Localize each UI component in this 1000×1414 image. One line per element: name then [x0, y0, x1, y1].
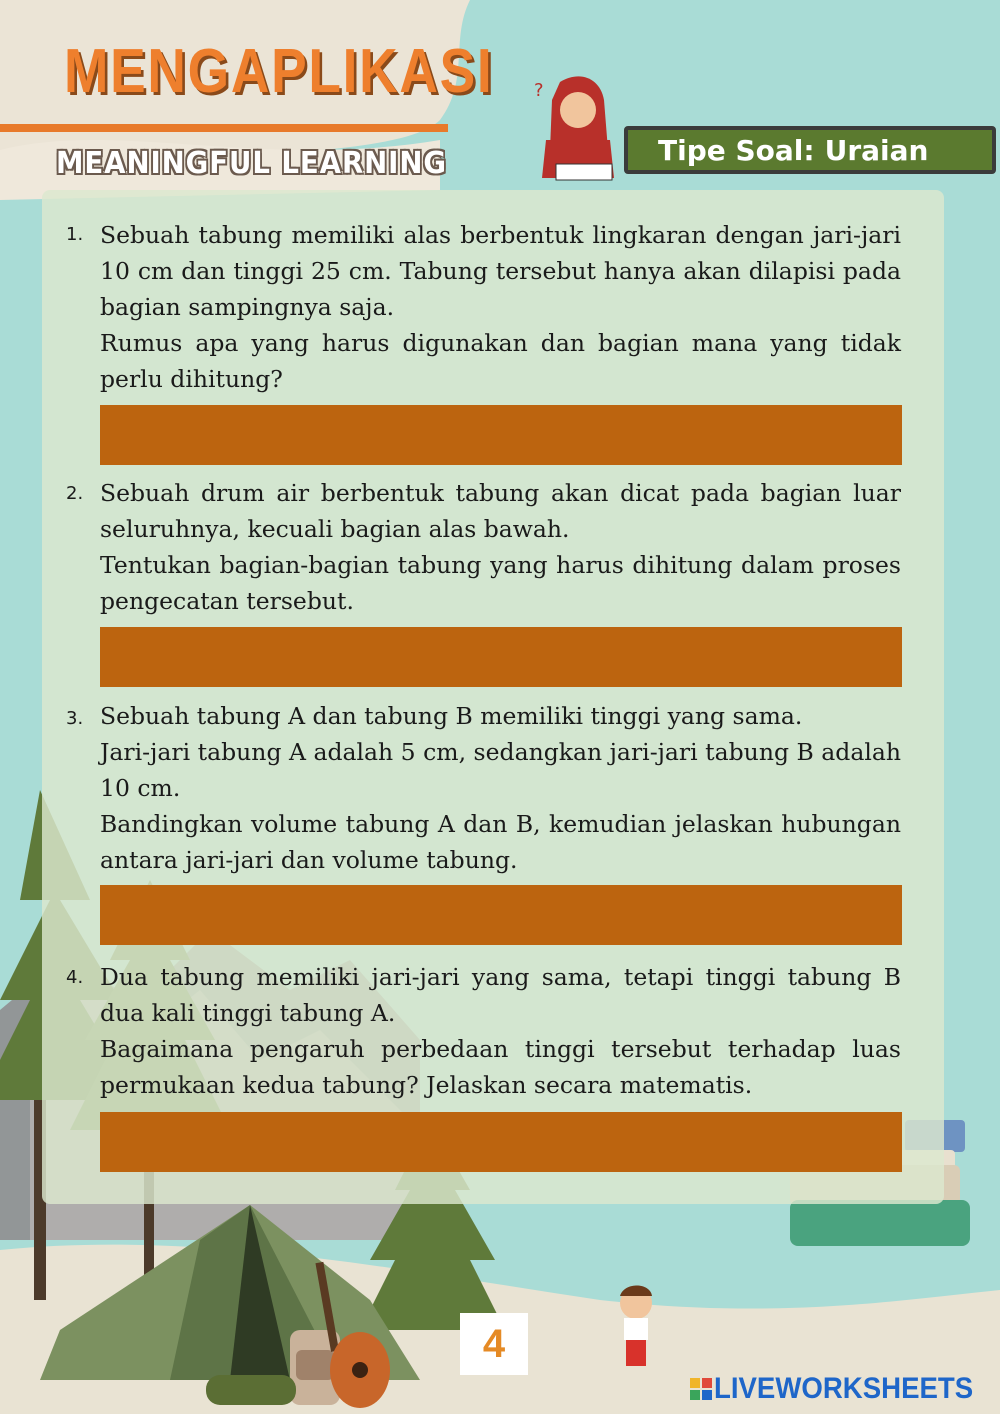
answer-input-2[interactable]: [100, 627, 902, 687]
answer-input-4[interactable]: [100, 1112, 902, 1172]
answer-input-1[interactable]: [100, 405, 902, 465]
question-2: [100, 475, 901, 619]
girl-thinking-illustration: [534, 76, 614, 180]
page-subtitle: MEANINGFUL LEARNING: [56, 146, 447, 181]
question-text: Sebuah drum air berbentuk tabung akan dicat pada bagian luar seluruhnya, kecuali bagian alas bawah.: [100, 479, 901, 543]
title-underline: [0, 124, 448, 132]
question-number: 3.: [66, 708, 84, 729]
answer-input-3[interactable]: [100, 885, 902, 945]
liveworksheets-logo-icon: [690, 1378, 712, 1400]
question-prompt: Rumus apa yang harus digunakan dan bagian mana yang tidak perlu dihitung?: [100, 329, 901, 393]
question-text: Jari-jari tabung A adalah 5 cm, sedangkan jari-jari tabung B adalah 10 cm.: [100, 738, 901, 802]
question-number: 1.: [66, 224, 84, 245]
question-prompt: Tentukan bagian-bagian tabung yang harus dihitung dalam proses pengecatan tersebut.: [100, 551, 901, 615]
question-4: [100, 959, 901, 1103]
question-type-badge: [624, 126, 996, 174]
question-3: [100, 698, 901, 878]
question-text: Sebuah tabung A dan tabung B memiliki tinggi yang sama.: [100, 702, 803, 730]
question-prompt: Bandingkan volume tabung A dan B, kemudian jelaskan hubungan antara jari-jari dan volume tabung.: [100, 810, 901, 874]
page-title: MENGAPLIKASI: [64, 37, 494, 106]
question-number: 2.: [66, 483, 84, 504]
question-type-label: Tipe Soal:: [658, 133, 815, 167]
question-prompt: Bagaimana pengaruh perbedaan tinggi tersebut terhadap luas permukaan kedua tabung? Jelaskan secara matematis.: [100, 1035, 901, 1099]
question-text: Dua tabung memiliki jari-jari yang sama, tetapi tinggi tabung B dua kali tinggi tabung A.: [100, 963, 901, 1027]
liveworksheets-brand[interactable]: [690, 1372, 996, 1406]
question-number: 4.: [66, 967, 84, 988]
question-text: Sebuah tabung memiliki alas berbentuk lingkaran dengan jari-jari 10 cm dan tinggi 25 cm. Tabung tersebut hanya akan dilapisi pada bagian sampingnya saja.: [100, 221, 901, 321]
question-type-value: Uraian: [824, 133, 929, 167]
brand-name: LIVEWORKSHEETS: [714, 1372, 974, 1405]
page-number: 4: [460, 1313, 528, 1375]
question-1: [100, 217, 901, 397]
svg-text:?: ?: [534, 80, 544, 101]
